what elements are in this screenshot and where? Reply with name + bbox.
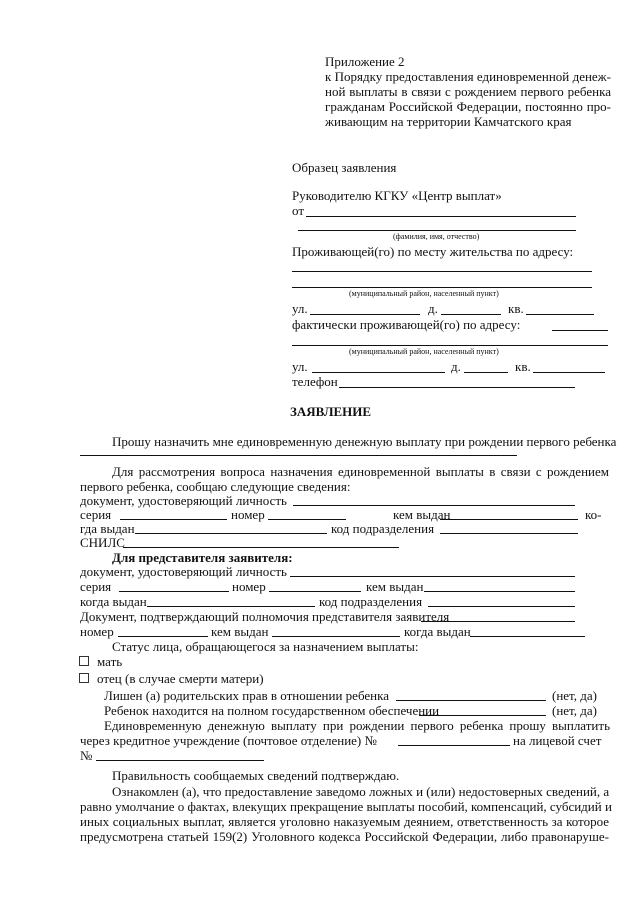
confirm-text: Правильность сообщаемых сведений подтверждаю.: [112, 768, 400, 783]
state-care-label: Ребенок находится на полном государственном обеспечении: [104, 703, 440, 718]
auth-number-field[interactable]: [118, 636, 208, 637]
status-label: Статус лица, обращающегося за назначением выплаты:: [112, 639, 419, 654]
doc-label: документ, удостоверяющий личность: [80, 493, 287, 508]
number-label: номер: [231, 507, 265, 522]
rep-division-code-field[interactable]: [428, 606, 575, 607]
deprived-label: Лишен (а) родительских прав в отношении ребенка: [104, 688, 389, 703]
auth-issued-by-label: кем выдан: [211, 624, 269, 639]
rep-series-field[interactable]: [119, 591, 229, 592]
auth-number-label: номер: [80, 624, 114, 639]
mother-checkbox[interactable]: [79, 656, 89, 666]
authority-doc-field[interactable]: [421, 621, 575, 622]
when-issued-field[interactable]: [135, 533, 327, 534]
division-code-field[interactable]: [440, 533, 578, 534]
issued-by-field[interactable]: [440, 519, 578, 520]
rep-doc-field[interactable]: [290, 576, 575, 577]
actual-address-field-2[interactable]: [292, 345, 608, 346]
snils-field[interactable]: [123, 547, 399, 548]
apt-field[interactable]: [526, 314, 594, 315]
state-care-field[interactable]: [419, 715, 546, 716]
series-field[interactable]: [120, 519, 227, 520]
municipal-caption: (муниципальный район, населенный пункт): [349, 289, 499, 298]
residence-address-field[interactable]: [292, 271, 592, 272]
phone-label: телефон: [292, 374, 338, 389]
sample-title: Образец заявления: [292, 160, 397, 175]
house-label-2: д.: [451, 359, 461, 374]
street-field-2[interactable]: [312, 372, 445, 373]
payment-text-3: на лицевой счет: [513, 733, 602, 748]
auth-when-issued-field[interactable]: [470, 636, 585, 637]
deprived-field[interactable]: [396, 700, 546, 701]
rep-number-field[interactable]: [269, 591, 361, 592]
residence-label: Проживающей(го) по месту жительства по адресу:: [292, 244, 574, 259]
street-field[interactable]: [310, 314, 420, 315]
apt-label: кв.: [508, 301, 524, 316]
house-field[interactable]: [441, 314, 501, 315]
payment-text: Единовременную денежную выплату при рождении первого ребенка прошу выплатить: [104, 718, 610, 733]
consider-text-2: первого ребенка, сообщаю следующие сведения:: [80, 479, 351, 494]
request-text: Прошу назначить мне единовременную денежную выплату при рождении первого ребенка: [112, 434, 617, 449]
warning-text: равно умолчание о фактах, влекущих прекращение выплаты пособий, компенсаций, субсидий и: [80, 799, 612, 814]
account-number-label: №: [80, 748, 93, 763]
appendix-text-line: ной выплаты в связи с рождением первого ребенка: [325, 84, 611, 99]
house-field-2[interactable]: [464, 372, 508, 373]
residence-address-field-2[interactable]: [292, 287, 592, 288]
issued-by-label: кем выдан: [393, 507, 451, 522]
rep-doc-label: документ, удостоверяющий личность: [80, 564, 287, 579]
warning-text: Ознакомлен (а), что предоставление заведомо ложных и (или) недостоверных сведений, а: [112, 784, 610, 799]
request-field[interactable]: [80, 455, 517, 456]
street-label: ул.: [292, 301, 308, 316]
rep-when-issued-label: когда выдан: [80, 594, 147, 609]
authority-doc-label: Документ, подтверждающий полномочия представителя заявителя: [80, 609, 450, 624]
option-father-label: отец (в случае смерти матери): [97, 671, 264, 686]
representative-heading: Для представителя заявителя:: [112, 550, 293, 565]
street-label-2: ул.: [292, 359, 308, 374]
municipal-caption-2: (муниципальный район, населенный пункт): [349, 347, 499, 356]
warning-text: иных социальных выплат, является уголовно наказуемым деянием, ответственность за которое: [80, 814, 609, 829]
auth-issued-by-field[interactable]: [272, 636, 400, 637]
rep-number-label: номер: [232, 579, 266, 594]
fio-caption: (фамилия, имя, отчество): [393, 232, 480, 241]
document-heading: ЗАЯВЛЕНИЕ: [290, 404, 372, 419]
ko-label: ко-: [585, 507, 602, 522]
appendix-text-line: гражданам Российской Федерации, постоянно про-: [325, 99, 611, 114]
state-care-options: (нет, да): [552, 703, 597, 718]
rep-issued-by-label: кем выдан: [366, 579, 424, 594]
actual-address-field[interactable]: [552, 330, 608, 331]
phone-field[interactable]: [339, 387, 575, 388]
account-number-field[interactable]: [96, 760, 264, 761]
bank-number-field[interactable]: [398, 745, 510, 746]
consider-text: Для рассмотрения вопроса назначения единовременной выплаты в связи с рождением: [112, 464, 609, 479]
from-label: от: [292, 203, 305, 218]
when-issued-label: гда выдан: [80, 521, 135, 536]
rep-series-label: серия: [80, 579, 112, 594]
rep-when-issued-field[interactable]: [147, 606, 315, 607]
house-label: д.: [428, 301, 438, 316]
option-mother-label: мать: [97, 654, 123, 669]
addressee-line: Руководителю КГКУ «Центр выплат»: [292, 188, 502, 203]
appendix-text-line: к Порядку предоставления единовременной денеж-: [325, 69, 611, 84]
series-label: серия: [80, 507, 112, 522]
deprived-options: (нет, да): [552, 688, 597, 703]
apt-field-2[interactable]: [533, 372, 605, 373]
doc-field[interactable]: [293, 505, 575, 506]
actual-address-label: фактически проживающей(го) по адресу:: [292, 317, 521, 332]
from-field[interactable]: [306, 216, 576, 217]
appendix-title: Приложение 2: [325, 54, 405, 69]
apt-label-2: кв.: [515, 359, 531, 374]
division-code-label: код подразделения: [331, 521, 435, 536]
appendix-text-line: живающим на территории Камчатского края: [325, 114, 572, 129]
number-field[interactable]: [268, 519, 346, 520]
rep-division-code-label: код подразделения: [319, 594, 423, 609]
from-field-continued[interactable]: [298, 230, 576, 231]
warning-text: предусмотрена статьей 159(2) Уголовного кодекса Российской Федерации, либо правонаруше-: [80, 829, 609, 844]
snils-label: СНИЛС: [80, 535, 125, 550]
father-checkbox[interactable]: [79, 673, 89, 683]
auth-when-issued-label: когда выдан: [404, 624, 471, 639]
rep-issued-by-field[interactable]: [424, 591, 575, 592]
payment-text-2: через кредитное учреждение (почтовое отделение) №: [80, 733, 377, 748]
